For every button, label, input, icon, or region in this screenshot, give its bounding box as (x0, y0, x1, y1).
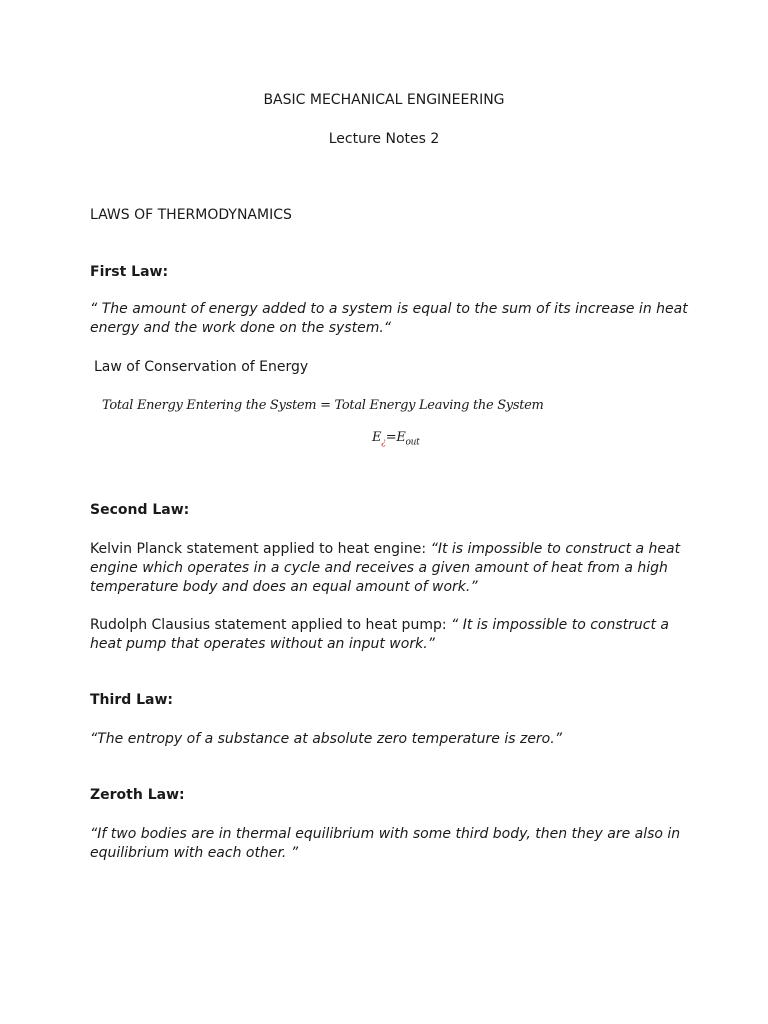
zeroth-law-quote: “If two bodies are in thermal equilibrium with some third body, then they are also in equilibrium with each other. ” (90, 826, 681, 861)
zeroth-law-heading: Zeroth Law: (90, 787, 185, 803)
third-law-quote: “The entropy of a substance at absolute zero temperature is zero.” (90, 731, 562, 747)
first-law-quote: “ The amount of energy added to a system is equal to the sum of its increase in heat energy and the work done on the system.“ (90, 301, 688, 336)
kelvin-quote: “It is impossible to construct a heat engine which operates in a cycle and receives a given amount of heat from a high temperature body and does an equal amount of work.” (90, 541, 681, 595)
section-title: LAWS OF THERMODYNAMICS (90, 207, 292, 223)
document-title: BASIC MECHANICAL ENGINEERING (263, 92, 505, 108)
second-law-heading: Second Law: (90, 502, 190, 518)
equation-lhs: E (372, 430, 382, 445)
equation-rhs: E (396, 430, 406, 445)
first-law-heading: First Law: (90, 264, 169, 280)
clausius-prefix: Rudolph Clausius statement applied to heat pump: (90, 617, 452, 633)
third-law-heading: Third Law: (90, 692, 174, 708)
first-law-equation-symbolic (372, 430, 419, 448)
kelvin-planck-statement (90, 540, 690, 597)
equation-rhs-subscript: out (405, 437, 420, 448)
equation-equals: = (385, 430, 397, 445)
equation-lhs-subscript: ¿ (381, 437, 386, 448)
document-subtitle: Lecture Notes 2 (328, 131, 440, 147)
kelvin-prefix: Kelvin Planck statement applied to heat engine: (90, 541, 431, 557)
first-law-sublabel: Law of Conservation of Energy (94, 359, 309, 375)
first-law-equation-words: Total Energy Entering the System = Total Energy Leaving the System (102, 398, 544, 413)
clausius-quote: “ It is impossible to construct a heat pump that operates without an input work.” (90, 617, 669, 652)
clausius-statement (90, 616, 690, 654)
